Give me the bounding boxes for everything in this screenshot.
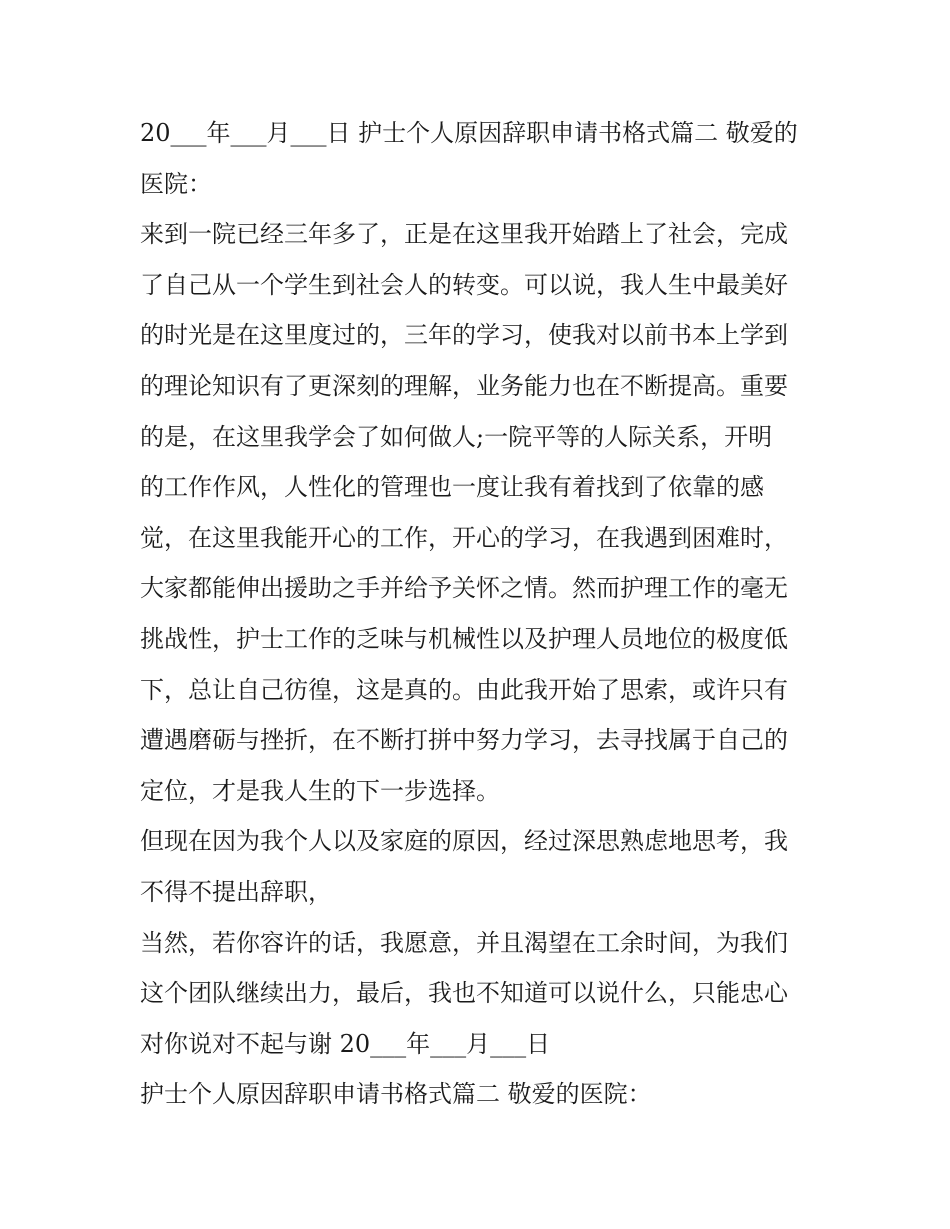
text-line: 大家都能伸出援助之手并给予关怀之情。然而护理工作的毫无 — [140, 574, 788, 603]
text-line: 下，总让自己彷徨，这是真的。由此我开始了思索，或许只有 — [140, 675, 788, 704]
text-line: 的工作作风，人性化的管理也一度让我有着找到了依靠的感 — [140, 473, 764, 502]
text-line: 对你说对不起与谢 20___年___月___日 — [140, 1029, 551, 1058]
text-line: 的是，在这里我学会了如何做人;一院平等的人际关系，开明 — [140, 422, 773, 451]
text-line: 20___年___月___日 护士个人原因辞职申请书格式篇二 敬爱的 — [140, 119, 798, 147]
text-line: 来到一院已经三年多了，正是在这里我开始踏上了社会，完成 — [140, 220, 788, 249]
text-line: 护士个人原因辞职申请书格式篇二 敬爱的医院： — [140, 1080, 652, 1109]
text-line: 了自己从一个学生到社会人的转变。可以说，我人生中最美好 — [140, 270, 788, 299]
text-line: 当然，若你容许的话，我愿意，并且渴望在工余时间，为我们 — [140, 928, 788, 957]
text-line: 的时光是在这里度过的，三年的学习，使我对以前书本上学到 — [140, 321, 788, 350]
text-line: 挑战性，护士工作的乏味与机械性以及护理人员地位的极度低 — [140, 624, 788, 653]
text-line: 但现在因为我个人以及家庭的原因，经过深思熟虑地思考，我 — [140, 827, 788, 856]
text-line: 觉，在这里我能开心的工作，开心的学习，在我遇到困难时， — [140, 523, 788, 552]
text-line: 医院： — [140, 169, 212, 198]
text-line: 的理论知识有了更深刻的理解，业务能力也在不断提高。重要 — [140, 371, 788, 400]
text-line: 不得不提出辞职， — [140, 877, 332, 906]
text-line: 遭遇磨砺与挫折，在不断打拼中努力学习，去寻找属于自己的 — [140, 726, 788, 755]
document-body — [140, 108, 830, 1120]
text-line: 这个团队继续出力，最后，我也不知道可以说什么，只能忠心 — [140, 979, 788, 1008]
text-line: 定位，才是我人生的下一步选择。 — [140, 776, 500, 805]
